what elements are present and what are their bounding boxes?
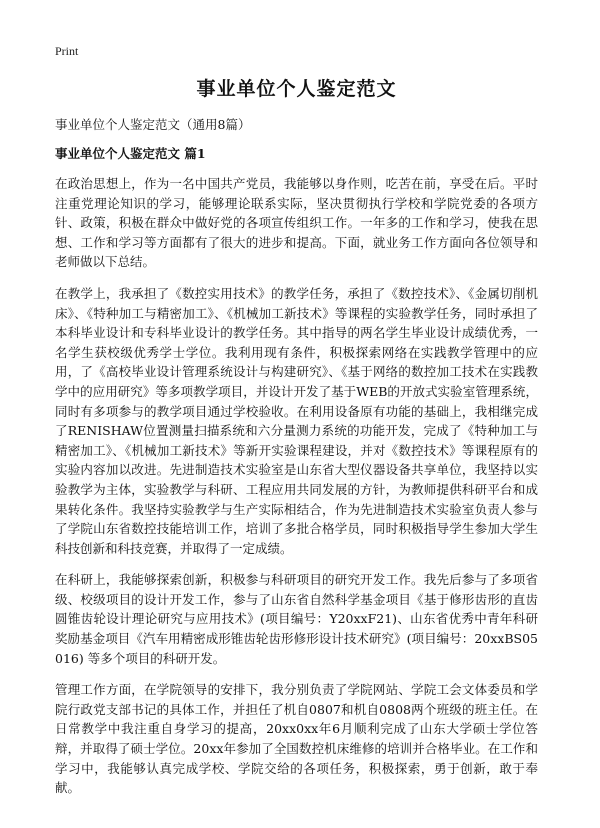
paragraph-management: 管理工作方面，在学院领导的安排下，我分别负责了学院网站、学院工会文体委员和学院行政党支部书记的具体工作，并担任了机自0807和机自0808两个班级的班主任。在日常教学中我注重自身学习的提高，20xx0xx年6月顺利完成了山东大学硕士学位答辩，并取得了硕士学位。20xx年参加了全国数控机床维修的培训并合格毕业。在工作和学习中，我能够认真完成学校、学院交给的各项任务，积极探索，勇于创新，敢于奉献。 bbox=[55, 682, 538, 796]
document-subtitle: 事业单位个人鉴定范文（通用8篇） bbox=[55, 117, 251, 132]
paragraph-politics: 在政治思想上，作为一名中国共产党员，我能够以身作则，吃苦在前，享受在后。平时注重党理论知识的学习，能够理论联系实际，坚决贯彻执行学校和学院党委的各项方针、政策，积极在群众中做好党的各项宣传组织工作。一年多的工作和学习，使我在思想、工作和学习等方面都有了很大的进步和提高。下面，就业务工作方面向各位领导和老师做以下总结。 bbox=[55, 176, 538, 270]
section-heading: 事业单位个人鉴定范文 篇1 bbox=[55, 146, 206, 161]
print-link[interactable]: Print bbox=[55, 44, 79, 58]
paragraph-research: 在科研上，我能够探索创新，积极参与科研项目的研究开发工作。我先后参与了多项省级、校级项目的设计开发工作，参与了山东省自然科学基金项目《基于修形齿形的直齿圆锥齿轮设计理论研究与应用技术》(项目编号：Y20xxF21)、山东省优秀中青年科研奖励基金项目《汽车用精密成形锥齿轮齿形修形设计技术研究》(项目编号：20xxBS05016) 等多个项目的科研开发。 bbox=[55, 572, 538, 666]
page-title: 事业单位个人鉴定范文 bbox=[196, 78, 397, 100]
paragraph-teaching: 在教学上，我承担了《数控实用技术》的教学任务，承担了《数控技术》、《金属切削机床》、《特种加工与精密加工》、《机械加工新技术》等课程的实验教学任务，同时承担了本科毕业设计和专科毕业设计的教学任务。其中指导的两名学生毕业设计成绩优秀，一名学生获校级优秀学士学位。我利用现有条件，积极探索网络在实践教学管理中的应用，了《高校毕业设计管理系统设计与构建研究》、《基于网络的数控加工技术在实践教学中的应用研究》等多项教学项目，并设计开发了基于WEB的开放式实验室管理系统，同时有多项参与的教学项目通过学校验收。在利用设备原有功能的基础上，我相继完成了RENISHAW位置测量扫描系统和六分量测力系统的功能开发，完成了《特种加工与精密加工》、《机械加工新技术》等新开实验课程建设，并对《数控技术》等课程原有的实验内容加以改进。先进制造技术实验室是山东省大型仪器设备共享单位，我坚持以实验教学为主体，实验教学与科研、工程应用共同发展的方针，为教师提供科研平台和成果转化条件。我坚持实验教学与生产实际相结合，作为先进制造技术实验室负责人参与了学院山东省数控技能培训工作，培训了多批合格学员，同时积极指导学生参加大学生科技创新和科技竞赛，并取得了一定成绩。 bbox=[55, 285, 538, 556]
